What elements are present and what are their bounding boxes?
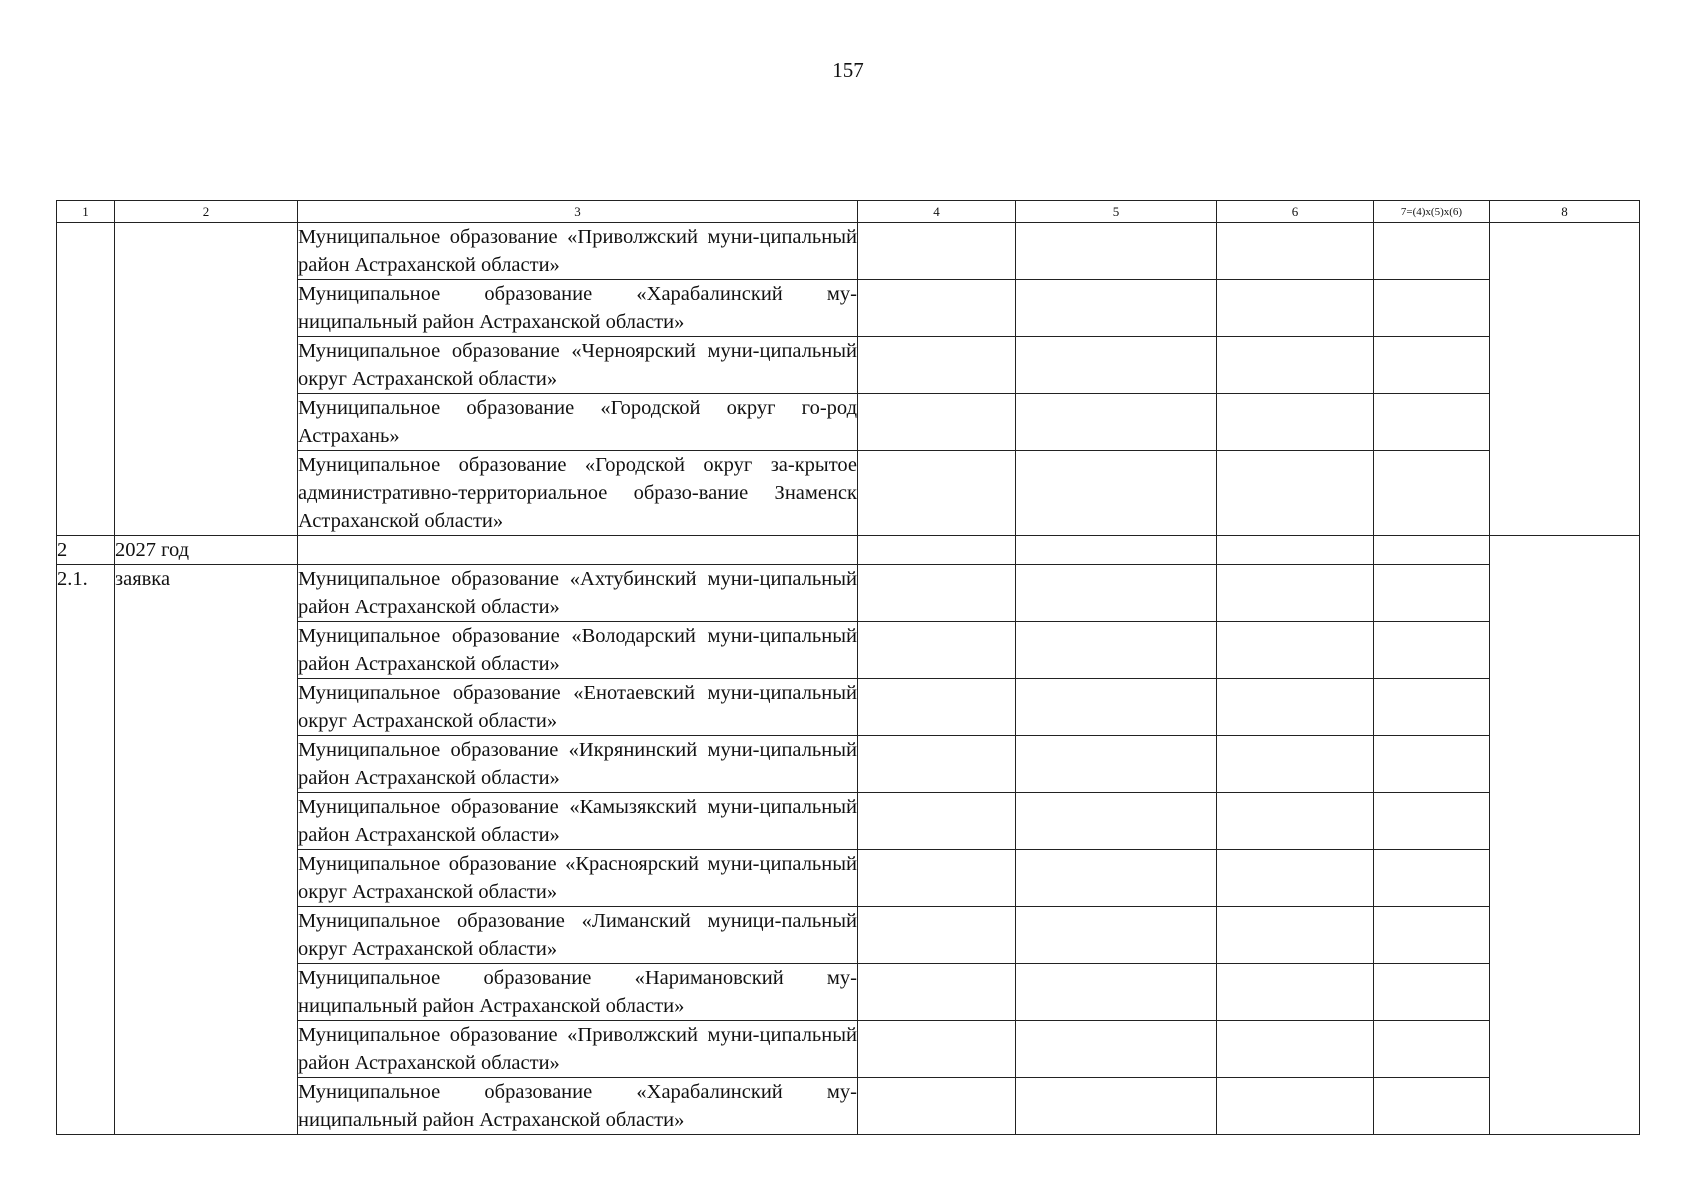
value-cell (1217, 622, 1374, 679)
value-cell (1217, 565, 1374, 622)
value-cell (1016, 1021, 1217, 1078)
value-cell (1374, 850, 1490, 907)
municipality-cell: Муниципальное образование «Харабалинский му-ниципальный район Астраханской области» (298, 280, 858, 337)
value-cell (858, 280, 1016, 337)
value-cell (1016, 622, 1217, 679)
value-cell (858, 679, 1016, 736)
value-cell (1016, 964, 1217, 1021)
value-cell (1016, 679, 1217, 736)
municipality-cell: Муниципальное образование «Енотаевский муни-ципальный округ Астраханской области» (298, 679, 858, 736)
value-cell (1374, 964, 1490, 1021)
value-cell (1374, 622, 1490, 679)
value-cell (1217, 1078, 1374, 1135)
value-cell (1016, 223, 1217, 280)
page-number: 157 (832, 58, 864, 82)
municipality-cell: Муниципальное образование «Ахтубинский муни-ципальный район Астраханской области» (298, 565, 858, 622)
column-header: 4 (858, 201, 1016, 223)
value-cell (1217, 394, 1374, 451)
value-cell (1374, 1021, 1490, 1078)
value-cell (1217, 337, 1374, 394)
municipality-cell: Муниципальное образование «Икрянинский муни-ципальный район Астраханской области» (298, 736, 858, 793)
value-cell (858, 850, 1016, 907)
municipality-cell: Муниципальное образование «Володарский муни-ципальный район Астраханской области» (298, 622, 858, 679)
column-header: 8 (1490, 201, 1640, 223)
column-header: 5 (1016, 201, 1217, 223)
value-cell (1016, 337, 1217, 394)
value-cell (1374, 337, 1490, 394)
municipality-cell: Муниципальное образование «Приволжский муни-ципальный район Астраханской области» (298, 1021, 858, 1078)
municipality-cell: Муниципальное образование «Наримановский му-ниципальный район Астраханской области» (298, 964, 858, 1021)
value-cell (858, 565, 1016, 622)
value-cell (858, 907, 1016, 964)
subsection-title: заявка (115, 565, 298, 1135)
section-title: 2027 год (115, 536, 298, 565)
allocation-table (56, 200, 1640, 1135)
value-cell (1374, 679, 1490, 736)
value-cell (1217, 280, 1374, 337)
value-cell (1374, 536, 1490, 565)
municipality-cell (298, 536, 858, 565)
table-row (57, 223, 1640, 280)
value-cell (858, 736, 1016, 793)
value-cell (1374, 793, 1490, 850)
value-cell (1217, 536, 1374, 565)
value-cell (1016, 451, 1217, 536)
value-cell (858, 394, 1016, 451)
value-cell (858, 964, 1016, 1021)
column-header: 2 (115, 201, 298, 223)
value-cell (1374, 907, 1490, 964)
value-cell (858, 223, 1016, 280)
value-cell (858, 622, 1016, 679)
value-cell (1374, 1078, 1490, 1135)
value-cell (1374, 565, 1490, 622)
value-cell (1217, 793, 1374, 850)
value-cell (1217, 1021, 1374, 1078)
municipality-cell: Муниципальное образование «Лиманский муници-пальный округ Астраханской области» (298, 907, 858, 964)
value-cell (1016, 907, 1217, 964)
note-cell (1490, 536, 1640, 1135)
note-cell (1490, 223, 1640, 536)
column-header: 6 (1217, 201, 1374, 223)
value-cell (1016, 280, 1217, 337)
municipality-cell: Муниципальное образование «Красноярский муни-ципальный округ Астраханской области» (298, 850, 858, 907)
number-cell (57, 223, 115, 536)
type-cell (115, 223, 298, 536)
value-cell (1016, 793, 1217, 850)
value-cell (1374, 736, 1490, 793)
municipality-cell: Муниципальное образование «Камызякский муни-ципальный район Астраханской области» (298, 793, 858, 850)
value-cell (858, 1021, 1016, 1078)
value-cell (1016, 394, 1217, 451)
value-cell (858, 451, 1016, 536)
column-header: 3 (298, 201, 858, 223)
column-header: 7=(4)x(5)x(6) (1374, 201, 1490, 223)
value-cell (1374, 280, 1490, 337)
value-cell (858, 337, 1016, 394)
value-cell (858, 1078, 1016, 1135)
subsection-number: 2.1. (57, 565, 115, 1135)
value-cell (1374, 223, 1490, 280)
column-number-row (57, 201, 1640, 223)
section-row (57, 536, 1640, 565)
column-header: 1 (57, 201, 115, 223)
value-cell (1217, 223, 1374, 280)
value-cell (858, 536, 1016, 565)
value-cell (1016, 1078, 1217, 1135)
municipality-cell: Муниципальное образование «Городской округ за-крытое административно-территориальное образо-вание Знаменск Астраханской области» (298, 451, 858, 536)
municipality-cell: Муниципальное образование «Городской округ го-род Астрахань» (298, 394, 858, 451)
value-cell (1016, 850, 1217, 907)
value-cell (1016, 536, 1217, 565)
value-cell (1217, 850, 1374, 907)
municipality-cell: Муниципальное образование «Черноярский муни-ципальный округ Астраханской области» (298, 337, 858, 394)
municipality-cell: Муниципальное образование «Харабалинский му-ниципальный район Астраханской области» (298, 1078, 858, 1135)
value-cell (1217, 907, 1374, 964)
value-cell (1217, 451, 1374, 536)
value-cell (1374, 451, 1490, 536)
value-cell (858, 793, 1016, 850)
municipality-cell: Муниципальное образование «Приволжский муни-ципальный район Астраханской области» (298, 223, 858, 280)
value-cell (1217, 679, 1374, 736)
value-cell (1217, 736, 1374, 793)
value-cell (1016, 565, 1217, 622)
section-number: 2 (57, 536, 115, 565)
table-row (57, 565, 1640, 622)
value-cell (1374, 394, 1490, 451)
value-cell (1016, 736, 1217, 793)
value-cell (1217, 964, 1374, 1021)
